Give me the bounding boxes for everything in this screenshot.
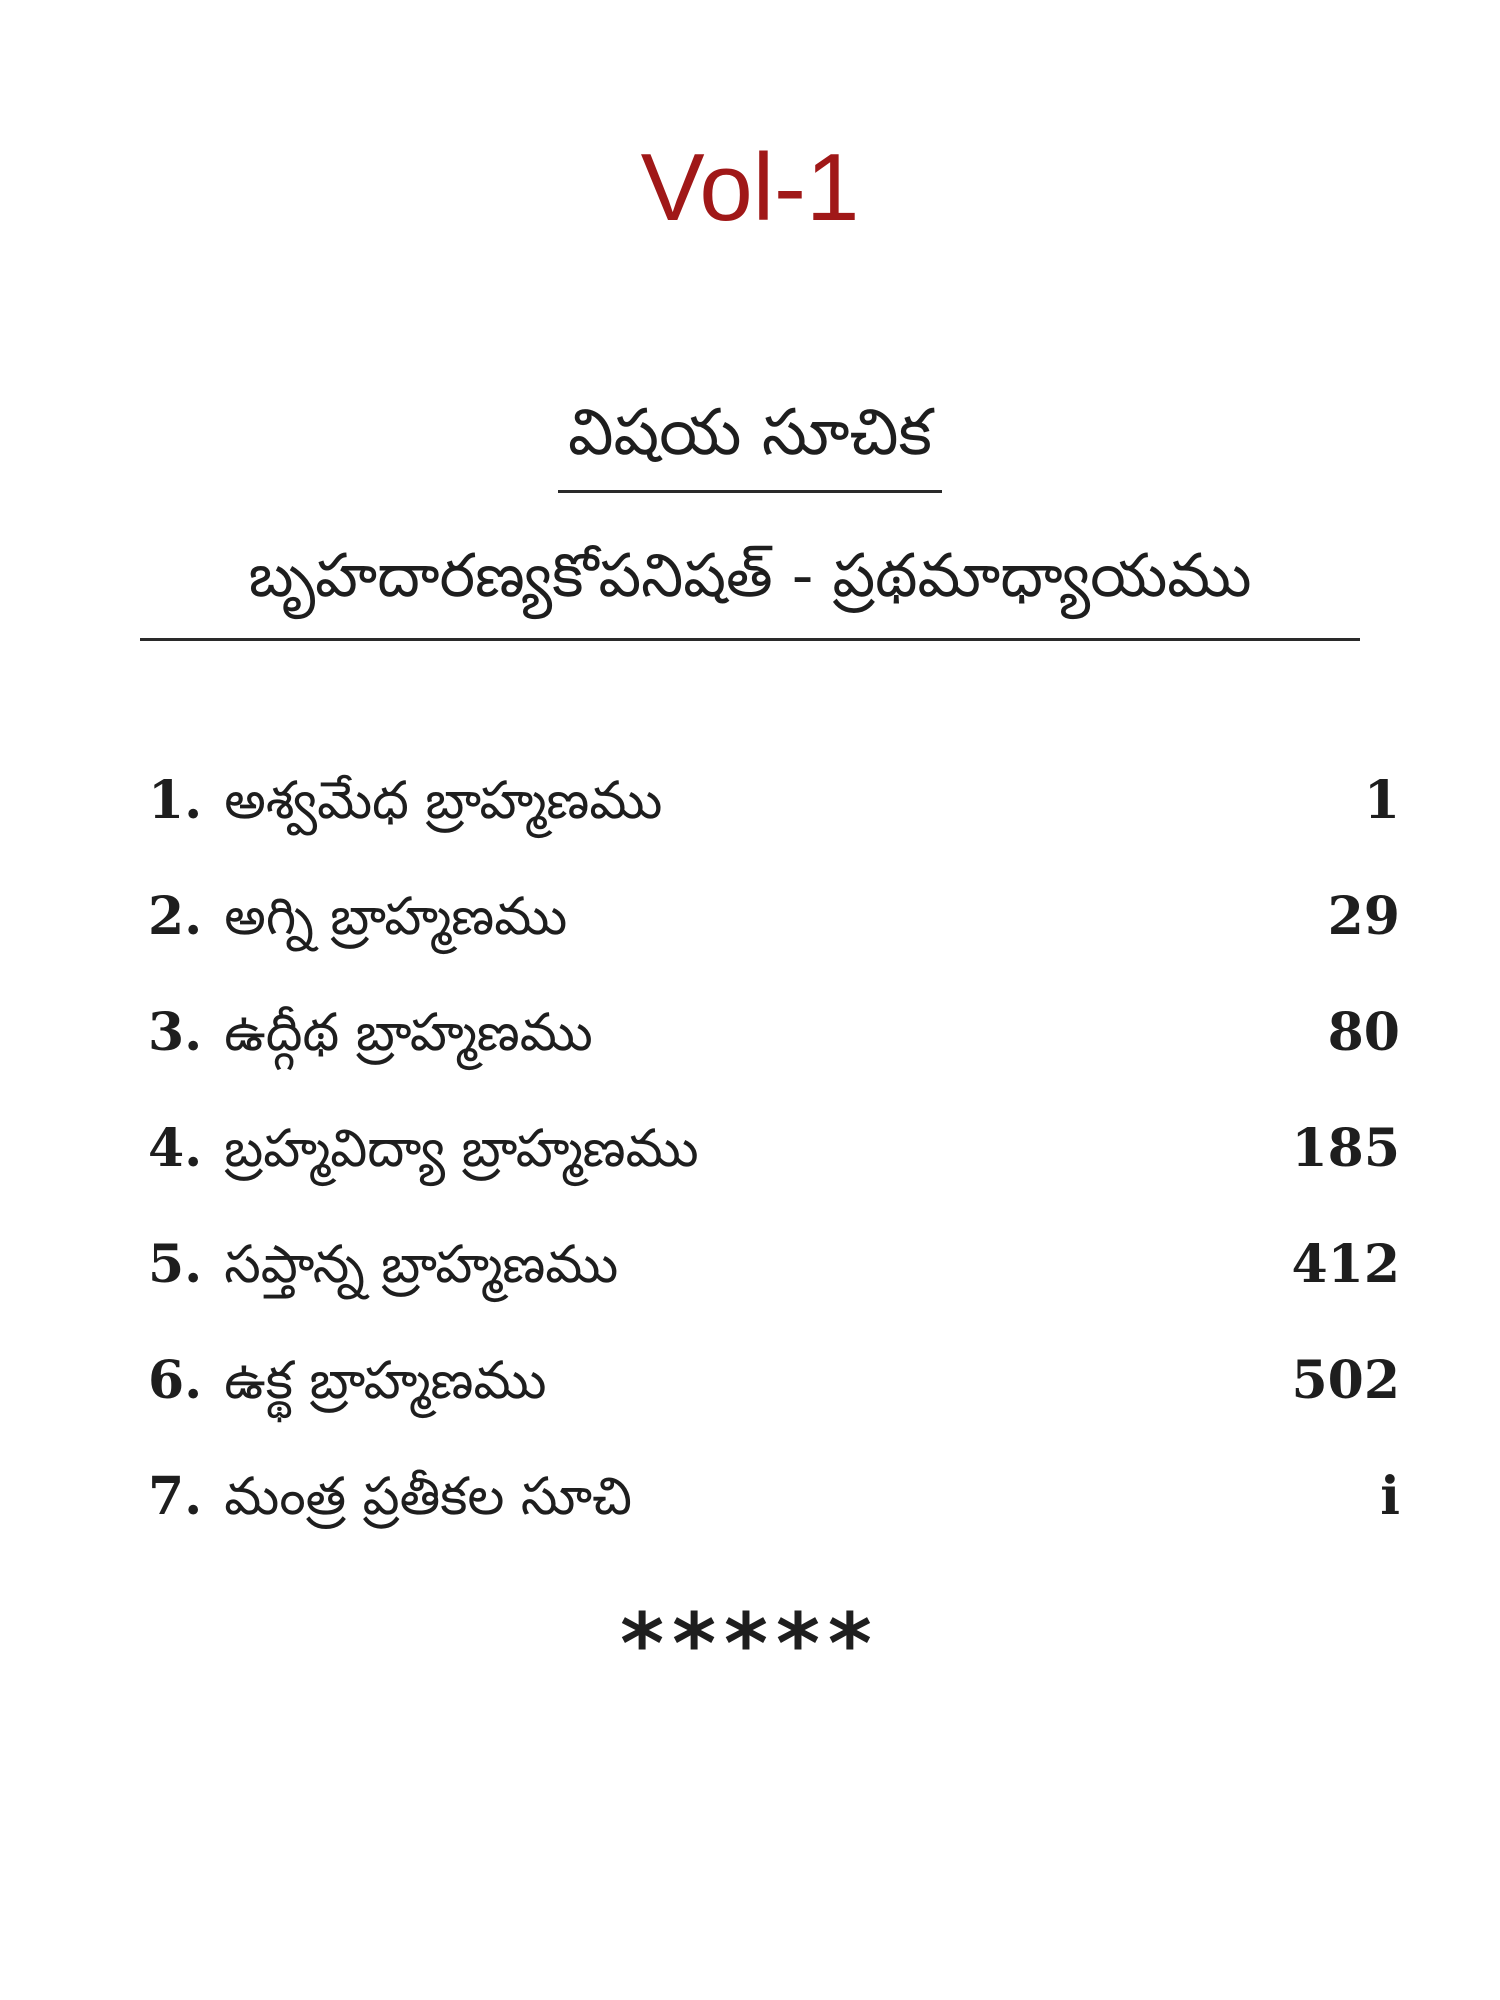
toc-entry-page: 502 (1291, 1350, 1400, 1411)
index-title: విషయ సూచిక (558, 398, 942, 493)
toc-entry-6[interactable] (148, 1350, 1400, 1466)
section-heading: బృహదారణ్యకోపనిషత్ - ప్రథమాధ్యాయము (140, 540, 1360, 641)
toc-entry-left (148, 1350, 546, 1424)
table-of-contents (148, 770, 1400, 1582)
toc-entry-title: అగ్ని బ్రాహ్మణము (224, 887, 568, 947)
toc-entry-number: 2. (148, 886, 203, 947)
volume-label: Vol-1 (640, 134, 860, 241)
toc-entry-number: 4. (148, 1118, 203, 1179)
toc-entry-number: 5. (148, 1234, 203, 1295)
toc-entry-title: ఉక్థ బ్రాహ్మణము (224, 1351, 547, 1411)
toc-entry-title: బ్రహ్మవిద్యా బ్రాహ్మణము (224, 1119, 699, 1179)
toc-entry-left (148, 770, 662, 844)
index-title-wrap (0, 398, 1500, 493)
toc-entry-left (148, 886, 567, 960)
toc-entry-page: 80 (1327, 1002, 1400, 1063)
toc-entry-number: 1. (148, 770, 203, 831)
toc-entry-left (148, 1466, 632, 1540)
end-marker-stars: ***** (620, 1595, 880, 1693)
toc-entry-3[interactable] (148, 1002, 1400, 1118)
toc-entry-4[interactable] (148, 1118, 1400, 1234)
toc-entry-title: ఉద్గీథ బ్రాహ్మణము (224, 1003, 593, 1063)
toc-entry-page: 412 (1291, 1234, 1400, 1295)
toc-entry-left (148, 1234, 618, 1308)
toc-entry-title: మంత్ర ప్రతీకల సూచి (224, 1467, 632, 1527)
toc-entry-number: 3. (148, 1002, 203, 1063)
toc-entry-page: 1 (1363, 770, 1400, 831)
toc-entry-title: సప్తాన్న బ్రాహ్మణము (224, 1235, 619, 1295)
toc-entry-left (148, 1002, 593, 1076)
toc-entry-5[interactable] (148, 1234, 1400, 1350)
toc-entry-number: 6. (148, 1350, 203, 1411)
toc-entry-page: 185 (1291, 1118, 1400, 1179)
toc-entry-title: అశ్వమేధ బ్రాహ్మణము (224, 771, 663, 831)
toc-entry-page: 29 (1327, 886, 1400, 947)
toc-entry-2[interactable] (148, 886, 1400, 1002)
toc-entry-page: i (1380, 1466, 1400, 1527)
toc-entry-1[interactable] (148, 770, 1400, 886)
toc-entry-left (148, 1118, 699, 1192)
toc-entry-7[interactable] (148, 1466, 1400, 1582)
toc-entry-number: 7. (148, 1466, 203, 1527)
